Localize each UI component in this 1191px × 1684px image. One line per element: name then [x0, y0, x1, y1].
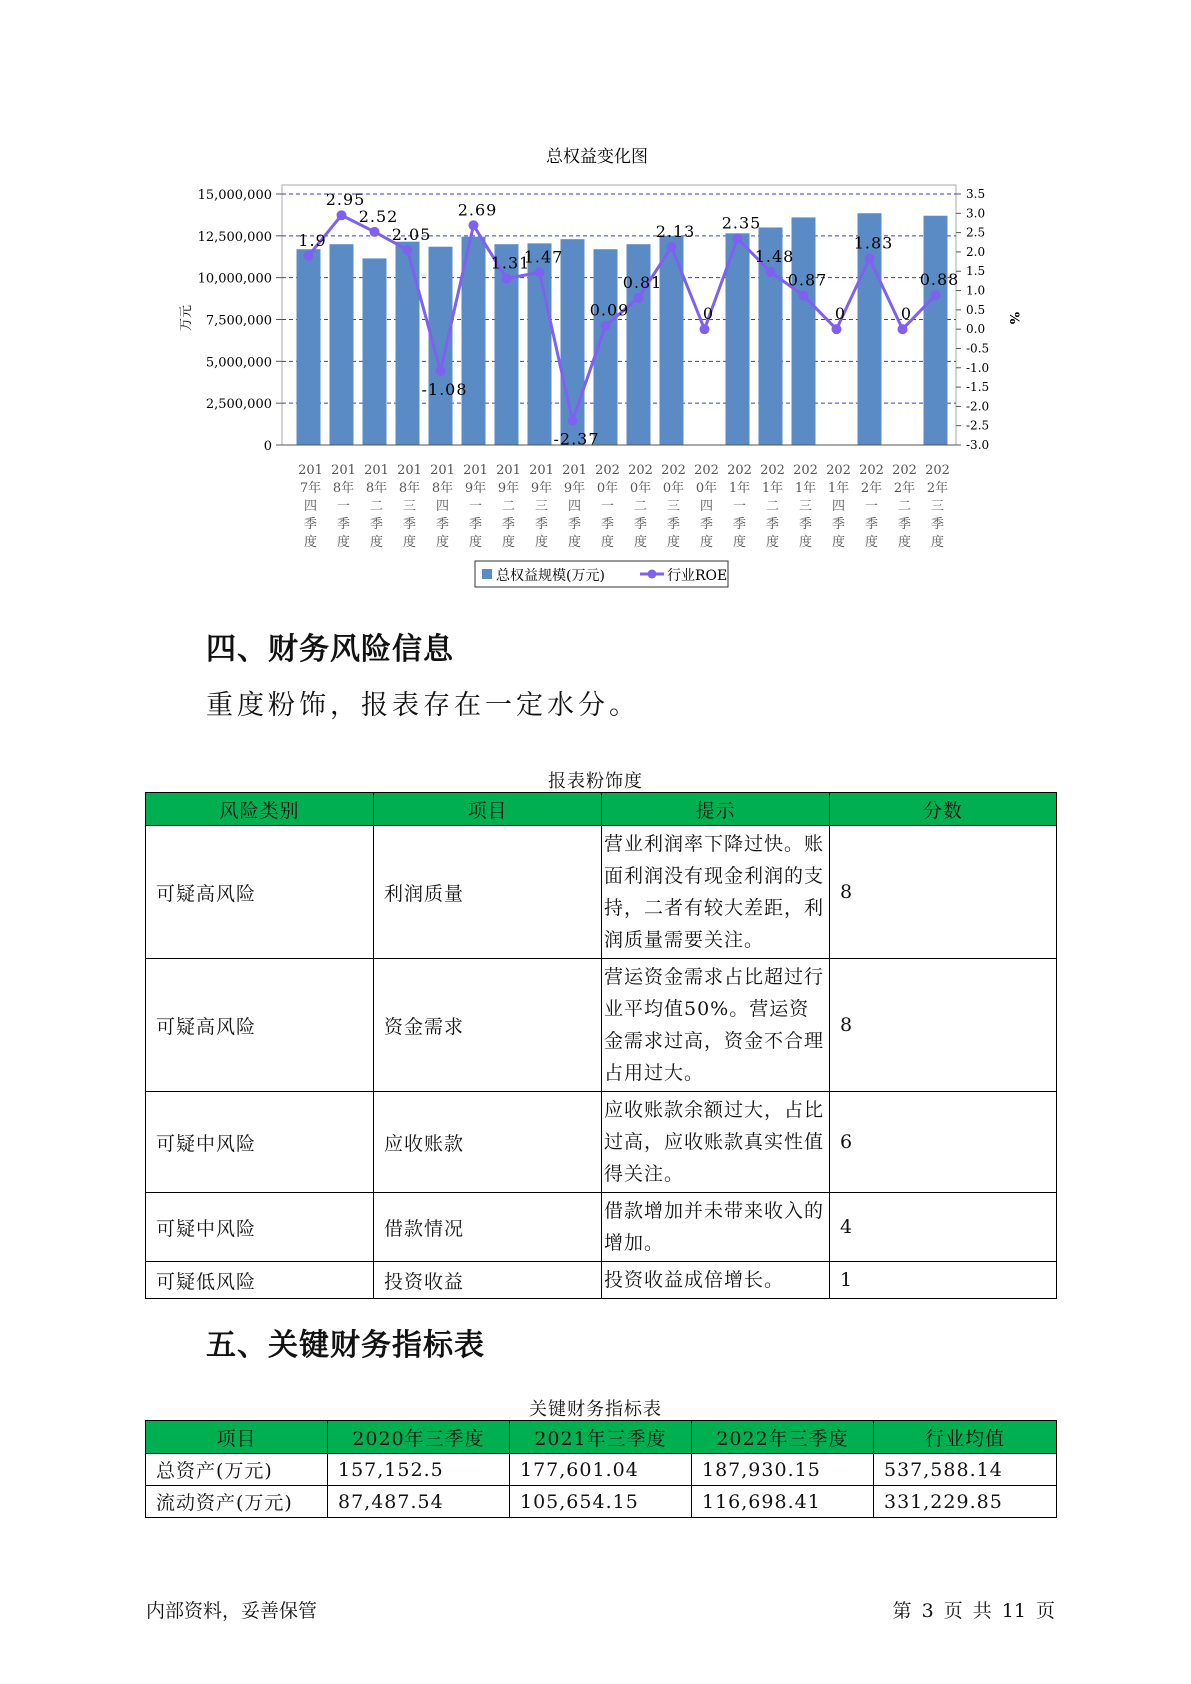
x-tick-label: 202 2年三季度 [925, 463, 950, 550]
roe-data-label: 2.35 [721, 213, 762, 233]
risk-item: 利润质量 [374, 826, 602, 959]
y2-tick-label: -1.5 [966, 380, 990, 395]
risk-hint: 营运资金需求占比超过行业平均值50%。营运资金需求过高，资金不合理占用过大。 [602, 959, 830, 1092]
bar [924, 216, 948, 445]
roe-marker [700, 324, 710, 334]
roe-marker [304, 251, 314, 261]
risk-hint: 借款增加并未带来收入的增加。 [602, 1193, 830, 1262]
risk-item: 资金需求 [374, 959, 602, 1092]
indicator-table-header [146, 1421, 1057, 1454]
indicator-value: 105,654.15 [510, 1486, 692, 1518]
equity-chart [0, 0, 1191, 600]
footer-confidential: 内部资料，妥善保管 [146, 1600, 318, 1622]
header-cell: 风险类别 [146, 793, 374, 826]
right-axis [956, 187, 989, 452]
risk-hint: 投资收益成倍增长。 [602, 1262, 830, 1299]
table-row [146, 959, 1057, 1092]
risk-hint: 营业利润率下降过快。账面利润没有现金利润的支持，二者有较大差距，利润质量需要关注。 [602, 826, 830, 959]
risk-table [145, 792, 1057, 1299]
x-tick-label: 202 1年二季度 [760, 463, 785, 550]
bar [396, 242, 420, 445]
header-cell: 2022年三季度 [692, 1421, 874, 1454]
risk-category: 可疑低风险 [146, 1262, 374, 1299]
section5-heading: 五、关键财务指标表 [206, 1328, 485, 1363]
table-row [146, 1486, 1057, 1518]
y2-tick-label: 1.5 [966, 264, 986, 279]
roe-data-label: 0 [702, 304, 715, 324]
roe-marker [865, 253, 875, 263]
roe-data-label: 2.95 [325, 190, 366, 210]
table-row [146, 826, 1057, 959]
roe-data-label: 0 [900, 304, 913, 324]
roe-data-label: 2.52 [358, 206, 399, 226]
y2-tick-label: -1.0 [966, 360, 990, 375]
indicator-value: 87,487.54 [328, 1486, 510, 1518]
left-axis-label: 万元 [179, 304, 194, 332]
indicator-name: 总资产(万元) [146, 1454, 328, 1486]
legend-line-label: 行业ROE [667, 568, 728, 584]
x-tick-label: 201 9年一季度 [463, 463, 488, 550]
roe-data-label: 1.9 [298, 230, 327, 250]
roe-data-label: 1.31 [490, 253, 531, 273]
indicator-value: 187,930.15 [692, 1454, 874, 1486]
x-tick-label: 202 0年三季度 [661, 463, 686, 550]
y-tick-label: 5,000,000 [205, 355, 272, 371]
risk-category: 可疑中风险 [146, 1092, 374, 1193]
indicator-table-caption: 关键财务指标表 [529, 1399, 662, 1420]
x-tick-label: 201 8年四季度 [430, 463, 455, 550]
y2-tick-label: 0.0 [966, 322, 986, 337]
roe-data-label: 0.09 [589, 300, 630, 320]
roe-marker [799, 291, 809, 301]
indicator-name: 流动资产(万元) [146, 1486, 328, 1518]
x-tick-label: 202 2年二季度 [892, 463, 917, 550]
risk-item: 应收账款 [374, 1092, 602, 1193]
y2-tick-label: 0.5 [966, 302, 986, 317]
x-tick-label: 202 1年四季度 [826, 463, 851, 550]
risk-score: 6 [830, 1092, 1057, 1193]
y-tick-label: 7,500,000 [205, 313, 272, 329]
y-tick-label: 10,000,000 [197, 271, 272, 287]
header-cell: 分数 [830, 793, 1057, 826]
x-tick-label: 201 9年三季度 [529, 463, 554, 550]
header-cell: 2021年三季度 [510, 1421, 692, 1454]
legend-bar-swatch [482, 569, 492, 579]
roe-marker [535, 267, 545, 277]
roe-data-label: 1.47 [523, 247, 564, 267]
y2-tick-label: -0.5 [966, 341, 990, 356]
section4-paragraph: 重度粉饰，报表存在一定水分。 [206, 690, 640, 721]
roe-marker [931, 290, 941, 300]
roe-marker [403, 245, 413, 255]
roe-marker [568, 416, 578, 426]
table-row [146, 1193, 1057, 1262]
y-tick-label: 0 [263, 439, 272, 454]
risk-score: 8 [830, 959, 1057, 1092]
bar [363, 258, 387, 445]
x-tick-label: 201 8年一季度 [331, 463, 356, 550]
bar [792, 217, 816, 445]
y-tick-label: 12,500,000 [197, 229, 272, 245]
roe-marker [733, 233, 743, 243]
risk-category: 可疑中风险 [146, 1193, 374, 1262]
x-tick-label: 202 1年一季度 [727, 463, 752, 550]
indicator-table [145, 1420, 1057, 1518]
risk-score: 1 [830, 1262, 1057, 1299]
indicator-value: 537,588.14 [874, 1454, 1057, 1486]
risk-item: 借款情况 [374, 1193, 602, 1262]
bar [330, 244, 354, 445]
risk-score: 4 [830, 1193, 1057, 1262]
y2-tick-label: 1.0 [966, 283, 986, 298]
legend-bar-label: 总权益规模(万元) [496, 568, 605, 584]
roe-data-label: 2.69 [457, 200, 498, 220]
bar [297, 249, 321, 445]
risk-category: 可疑高风险 [146, 826, 374, 959]
y2-tick-label: -2.0 [966, 399, 990, 414]
indicator-value: 116,698.41 [692, 1486, 874, 1518]
y-tick-label: 2,500,000 [205, 397, 272, 413]
x-tick-label: 202 1年三季度 [793, 463, 818, 550]
chart-title: 总权益变化图 [546, 147, 648, 167]
roe-marker [502, 274, 512, 284]
header-cell: 项目 [374, 793, 602, 826]
roe-marker [370, 227, 380, 237]
roe-marker [469, 220, 479, 230]
y-tick-label: 15,000,000 [197, 188, 272, 203]
x-axis [282, 445, 956, 550]
roe-data-label: 0.88 [919, 270, 960, 290]
y2-tick-label: 2.0 [966, 244, 986, 259]
y2-tick-label: 3.5 [966, 187, 986, 201]
x-tick-label: 202 2年一季度 [859, 463, 884, 550]
x-tick-label: 201 9年二季度 [496, 463, 521, 550]
bar-series [297, 213, 948, 445]
x-tick-label: 201 8年三季度 [397, 463, 422, 550]
roe-marker [898, 324, 908, 334]
table-row [146, 1454, 1057, 1486]
header-cell: 项目 [146, 1421, 328, 1454]
x-tick-label: 201 7年四季度 [298, 463, 323, 550]
footer-page-number: 第 3 页 共 11 页 [892, 1600, 1055, 1622]
table-row [146, 1262, 1057, 1299]
chart-legend [475, 561, 728, 587]
roe-data-label: -1.08 [421, 379, 468, 399]
risk-category: 可疑高风险 [146, 959, 374, 1092]
roe-marker [667, 242, 677, 252]
risk-score: 8 [830, 826, 1057, 959]
bar [429, 247, 453, 445]
header-cell: 提示 [602, 793, 830, 826]
legend-line-marker [648, 570, 657, 579]
roe-data-label: 2.05 [391, 224, 432, 244]
risk-item: 投资收益 [374, 1262, 602, 1299]
roe-marker [832, 324, 842, 334]
roe-data-label: 0 [834, 304, 847, 324]
header-cell: 行业均值 [874, 1421, 1057, 1454]
roe-marker [634, 293, 644, 303]
right-axis-label: % [1006, 311, 1021, 325]
roe-data-label: 2.13 [655, 221, 696, 241]
roe-data-label: -2.37 [553, 429, 600, 449]
x-tick-label: 202 0年二季度 [628, 463, 653, 550]
roe-marker [436, 366, 446, 376]
x-tick-label: 201 8年二季度 [364, 463, 389, 550]
roe-data-label: 1.83 [853, 233, 894, 253]
risk-table-caption: 报表粉饰度 [548, 771, 643, 792]
y2-tick-label: -2.5 [966, 418, 990, 433]
table-row [146, 1092, 1057, 1193]
x-tick-label: 202 0年四季度 [694, 463, 719, 550]
x-tick-label: 202 0年一季度 [595, 463, 620, 550]
y2-tick-label: 3.0 [966, 206, 986, 221]
left-axis [198, 188, 282, 454]
roe-marker [766, 267, 776, 277]
indicator-value: 331,229.85 [874, 1486, 1057, 1518]
roe-data-label: 0.87 [787, 270, 828, 290]
section4-heading: 四、财务风险信息 [206, 632, 454, 667]
roe-data-label: 0.81 [622, 272, 663, 292]
indicator-value: 177,601.04 [510, 1454, 692, 1486]
roe-marker [337, 210, 347, 220]
x-tick-label: 201 9年四季度 [562, 463, 587, 550]
roe-data-label: 1.48 [754, 247, 795, 267]
y2-tick-label: -3.0 [966, 438, 990, 452]
header-cell: 2020年三季度 [328, 1421, 510, 1454]
risk-table-header [146, 793, 1057, 826]
risk-hint: 应收账款余额过大，占比过高，应收账款真实性值得关注。 [602, 1092, 830, 1193]
roe-marker [601, 321, 611, 331]
y2-tick-label: 2.5 [966, 225, 986, 240]
indicator-value: 157,152.5 [328, 1454, 510, 1486]
